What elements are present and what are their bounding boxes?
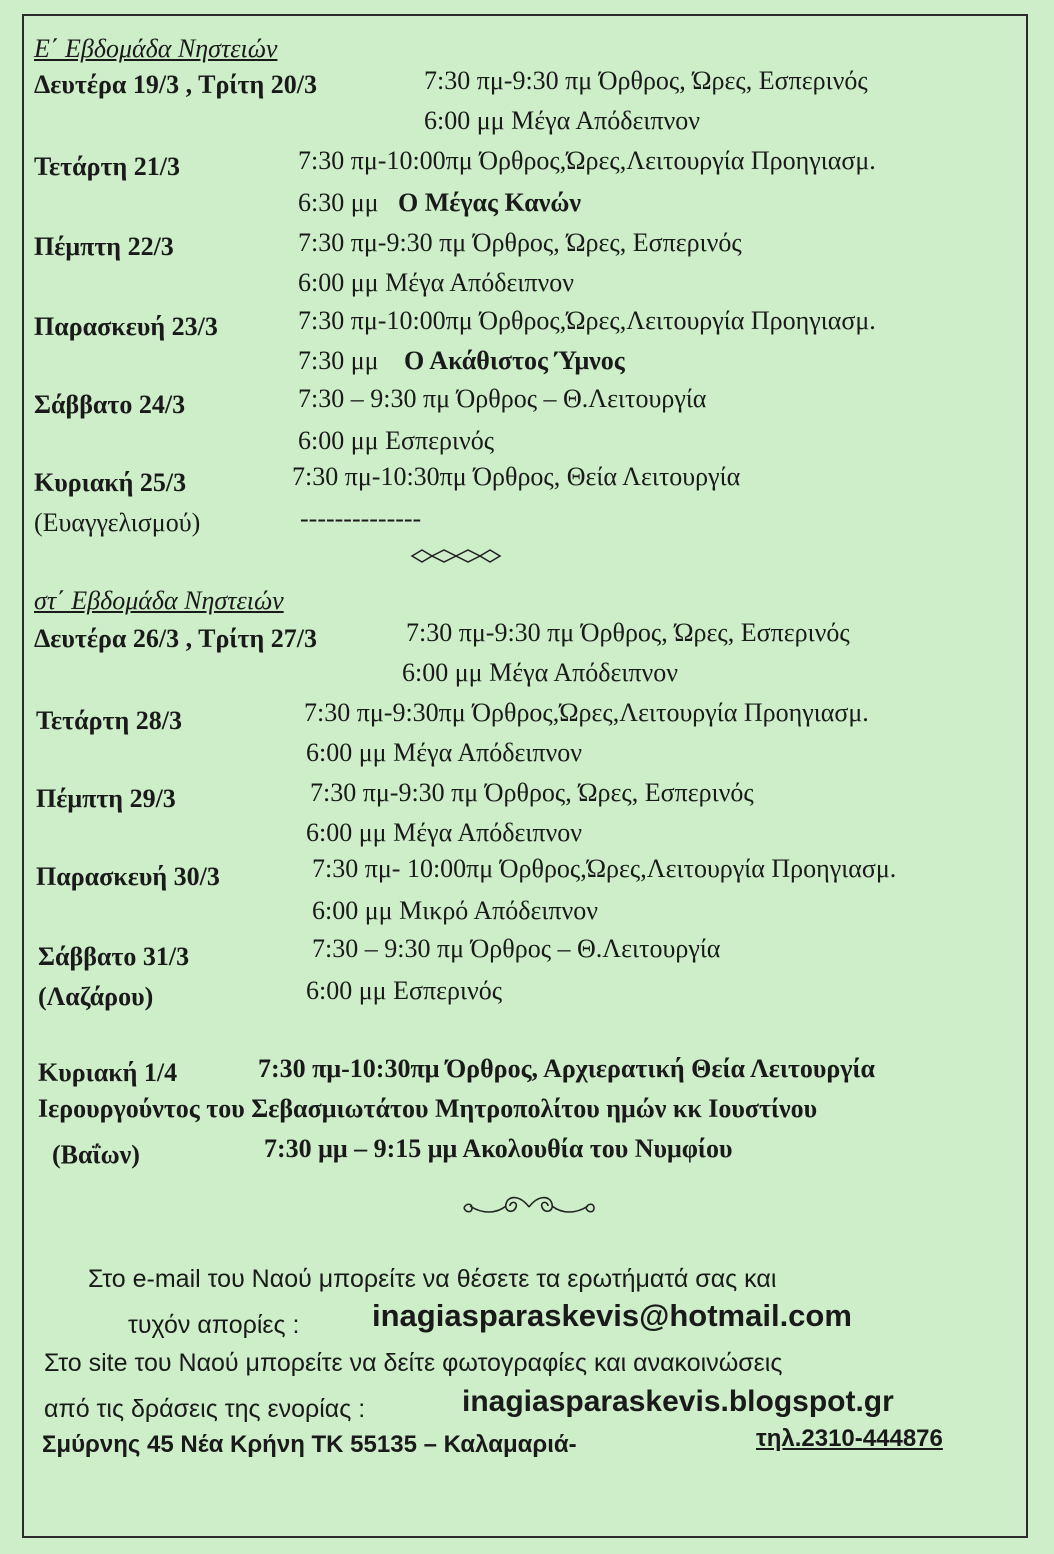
palm-line-3: 7:30 μμ – 9:15 μμ Ακολουθία του Νυμφίου — [264, 1134, 733, 1163]
week6-day-5: Σάββατο 31/3 — [38, 942, 190, 971]
week5-line: 7:30 πμ-9:30 πμ Όρθρος, Ώρες, Εσπερινός — [298, 228, 742, 257]
phone: τηλ.2310-444876 — [756, 1425, 943, 1452]
week6-line: 7:30 πμ-9:30 πμ Όρθρος, Ώρες, Εσπερινός — [406, 618, 850, 647]
palm-sub: (Βαΐων) — [52, 1140, 140, 1169]
address: Σμύρνης 45 Νέα Κρήνη ΤΚ 55135 – Καλαμαριά- — [42, 1431, 577, 1458]
email-link[interactable]: inagiasparaskevis@hotmail.com — [372, 1298, 852, 1333]
week5-line: 7:30 μμ — [298, 346, 379, 375]
week6-day-4: Παρασκευή 30/3 — [36, 862, 220, 891]
week6-title: στ΄ Εβδομάδα Νηστειών — [34, 586, 284, 615]
week5-line: 7:30 – 9:30 πμ Όρθρος – Θ.Λειτουργία — [298, 384, 707, 413]
week6-day-1: Δευτέρα 26/3 , Τρίτη 27/3 — [34, 624, 317, 653]
palm-line-1: 7:30 πμ-10:30πμ Όρθρος, Αρχιερατική Θεία Λειτουργία — [258, 1054, 876, 1083]
week6-line: 6:00 μμ Μικρό Απόδειπνον — [312, 896, 599, 925]
week5-day-4: Παρασκευή 23/3 — [34, 312, 218, 341]
week5-title: Ε΄ Εβδομάδα Νηστειών — [34, 34, 278, 63]
week5-day-5: Σάββατο 24/3 — [34, 390, 186, 419]
week5-line: 7:30 πμ-10:30πμ Όρθρος, Θεία Λειτουργία — [292, 462, 741, 491]
palm-day: Κυριακή 1/4 — [38, 1058, 178, 1087]
week5-line: 6:00 μμ Εσπερινός — [298, 426, 495, 455]
week5-highlight: Ο Μέγας Κανών — [398, 188, 581, 217]
week5-day-3: Πέμπτη 22/3 — [34, 232, 174, 261]
week6-day-2: Τετάρτη 28/3 — [36, 706, 182, 735]
palm-line-2: Ιερουργούντος του Σεβασμιωτάτου Μητροπολίτου ημών κκ Ιουστίνου — [38, 1094, 818, 1123]
week6-line: 7:30 πμ-9:30 πμ Όρθρος, Ώρες, Εσπερινός — [310, 778, 754, 807]
week5-line: 6:00 μμ Μέγα Απόδειπνον — [424, 106, 701, 135]
week6-day-3: Πέμπτη 29/3 — [36, 784, 176, 813]
separator-ornament-icon — [410, 546, 502, 566]
week5-day-1: Δευτέρα 19/3 , Τρίτη 20/3 — [34, 70, 317, 99]
email-text: Στο e-mail του Ναού μπορείτε να θέσετε τα ερωτήματά σας και — [88, 1265, 777, 1293]
week6-line: 6:00 μμ Μέγα Απόδειπνον — [306, 738, 583, 767]
week5-line: 6:00 μμ Μέγα Απόδειπνον — [298, 268, 575, 297]
week5-highlight: Ο Ακάθιστος Ύμνος — [404, 346, 625, 375]
week6-line: 6:00 μμ Εσπερινός — [306, 976, 503, 1005]
week5-line: 7:30 πμ-10:00πμ Όρθρος,Ώρες,Λειτουργία Προηγιασμ. — [298, 146, 876, 175]
week6-line: 7:30 πμ- 10:00πμ Όρθρος,Ώρες,Λειτουργία Προηγιασμ. — [312, 854, 897, 883]
week5-day-6: Κυριακή 25/3 — [34, 468, 187, 497]
site-text: Στο site του Ναού μπορείτε να δείτε φωτογραφίες και ανακοινώσεις — [44, 1349, 783, 1377]
week5-line: 7:30 πμ-10:00πμ Όρθρος,Ώρες,Λειτουργία Προηγιασμ. — [298, 306, 876, 335]
site-link[interactable]: inagiasparaskevis.blogspot.gr — [462, 1385, 894, 1418]
week6-line: 6:00 μμ Μέγα Απόδειπνον — [402, 658, 679, 687]
week6-day-sub: (Λαζάρου) — [38, 982, 154, 1011]
week6-line: 7:30 πμ-9:30πμ Όρθρος,Ώρες,Λειτουργία Προηγιασμ. — [304, 698, 869, 727]
week6-line: 6:00 μμ Μέγα Απόδειπνον — [306, 818, 583, 847]
week5-day-2: Τετάρτη 21/3 — [34, 152, 180, 181]
week5-day-sub: (Ευαγγελισμού) — [34, 508, 201, 537]
dash-separator: -------------- — [300, 504, 422, 533]
email-text-2: τυχόν απορίες : — [128, 1311, 300, 1339]
week6-line: 7:30 – 9:30 πμ Όρθρος – Θ.Λειτουργία — [312, 934, 721, 963]
site-text-2: από τις δράσεις της ενορίας : — [44, 1395, 366, 1423]
flourish-ornament-icon — [458, 1192, 600, 1222]
week5-line: 6:30 μμ — [298, 188, 379, 217]
week5-line: 7:30 πμ-9:30 πμ Όρθρος, Ώρες, Εσπερινός — [424, 66, 868, 95]
